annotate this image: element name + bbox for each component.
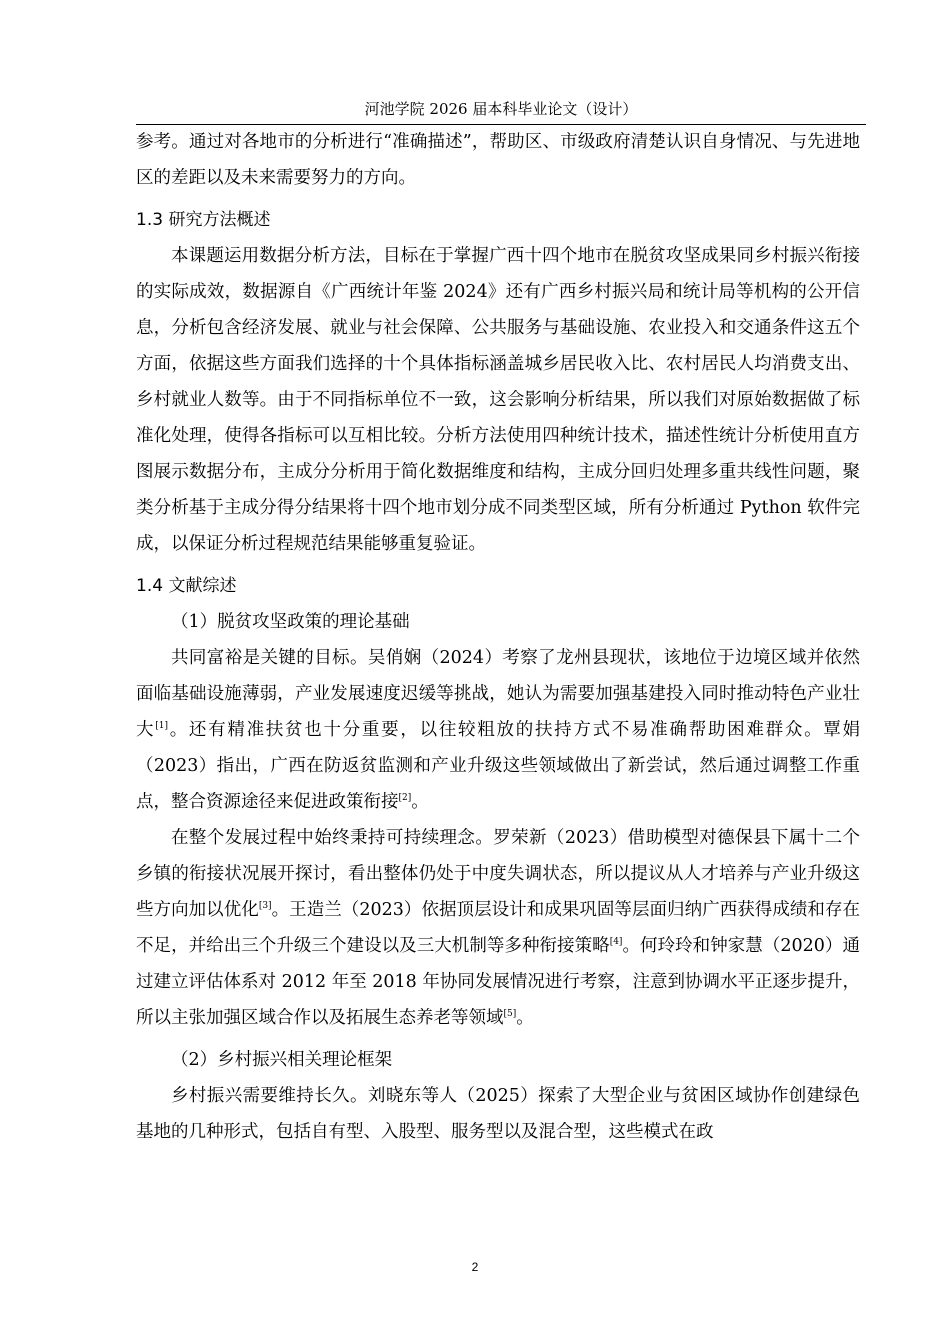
section-heading-1-3: 1.3 研究方法概述 xyxy=(136,210,271,230)
text-segment: 。 xyxy=(411,792,429,812)
text-segment: 。还有精准扶贫也十分重要，以往较粗放的扶持方式不易准确帮助困难群众。覃娟（2023）指出，广西在防返贫监测和产业升级这些领域做出了新尝试，然后通过调整工作重点，整合资源途径来促进政策衔接 xyxy=(136,720,861,812)
section-heading-1-4: 1.4 文献综述 xyxy=(136,576,237,596)
subsection-heading-1: （1）脱贫攻坚政策的理论基础 xyxy=(171,612,410,632)
paragraph-research-methods: 本课题运用数据分析方法，目标在于掌握广西十四个地市在脱贫攻坚成果同乡村振兴衔接的实际成效，数据源自《广西统计年鉴 2024》还有广西乡村振兴局和统计局等机构的公开信息，分析包含经济发展、就业与社会保障、公共服务与基础设施、农业投入和交通条件这五个方面，依据这些方面我们选择的十个具体指标涵盖城乡居民收入比、农村居民人均消费支出、乡村就业人数等。由于不同指标单位不一致，这会影响分析结果，所以我们对原始数据做了标准化处理，使得各指标可以互相比较。分析方法使用四种统计技术，描述性统计分析使用直方图展示数据分布，主成分分析用于简化数据维度和结构，主成分回归处理多重共线性问题，聚类分析基于主成分得分结果将十四个地市划分成不同类型区域，所有分析通过 Python 软件完成，以保证分析过程规范结果能够重复验证。 xyxy=(136,246,860,554)
citation-ref-2: [2] xyxy=(398,793,412,803)
running-header: 河池学院 2026 届本科毕业论文（设计） xyxy=(136,98,866,125)
citation-ref-3: [3] xyxy=(258,901,272,911)
citation-ref-5: [5] xyxy=(503,1009,517,1019)
paragraph-common-prosperity xyxy=(136,640,860,820)
page-number: 2 xyxy=(471,1260,479,1274)
subsection-heading-2: （2）乡村振兴相关理论框架 xyxy=(171,1050,393,1070)
paragraph-rural-revitalization: 乡村振兴需要维持长久。刘晓东等人（2025）探索了大型企业与贫困区域协作创建绿色基地的几种形式，包括自有型、入股型、服务型以及混合型，这些模式在政 xyxy=(136,1086,860,1142)
body-text xyxy=(136,124,860,1150)
citation-ref-4: [4] xyxy=(609,937,623,947)
citation-ref-1: [1] xyxy=(155,721,168,731)
paragraph-sustainability xyxy=(136,820,860,1036)
text-segment: 在整个发展过程中始终秉持可持续理念。罗荣新（2023）借助模型对德保县下属十二个乡镇的衔接状况展开探讨，看出整体仍处于中度失调状态，所以提议从人才培养与产业升级这些方向加以优化 xyxy=(136,828,860,920)
text-segment: 。何玲玲和钟家慧（2020）通过建立评估体系对 2012 年至 2018 年协同发展情况进行考察，注意到协调水平正逐步提升，所以主张加强区域合作以及拓展生态养老等领域 xyxy=(136,936,860,1028)
paragraph-continued: 参考。通过对各地市的分析进行“准确描述”，帮助区、市级政府清楚认识自身情况、与先进地区的差距以及未来需要努力的方向。 xyxy=(136,132,860,188)
text-segment: 共同富裕是关键的目标。吴俏娴（2024）考察了龙州县现状，该地位于边境区域并依然面临基础设施薄弱，产业发展速度迟缓等挑战，她认为需要加强基建投入同时推动特色产业壮大 xyxy=(136,648,860,740)
text-segment: 。王造兰（2023）依据顶层设计和成果巩固等层面归纳广西获得成绩和存在不足，并给出三个升级三个建设以及三大机制等多种衔接策略 xyxy=(136,900,860,956)
text-segment: 。 xyxy=(516,1008,534,1028)
